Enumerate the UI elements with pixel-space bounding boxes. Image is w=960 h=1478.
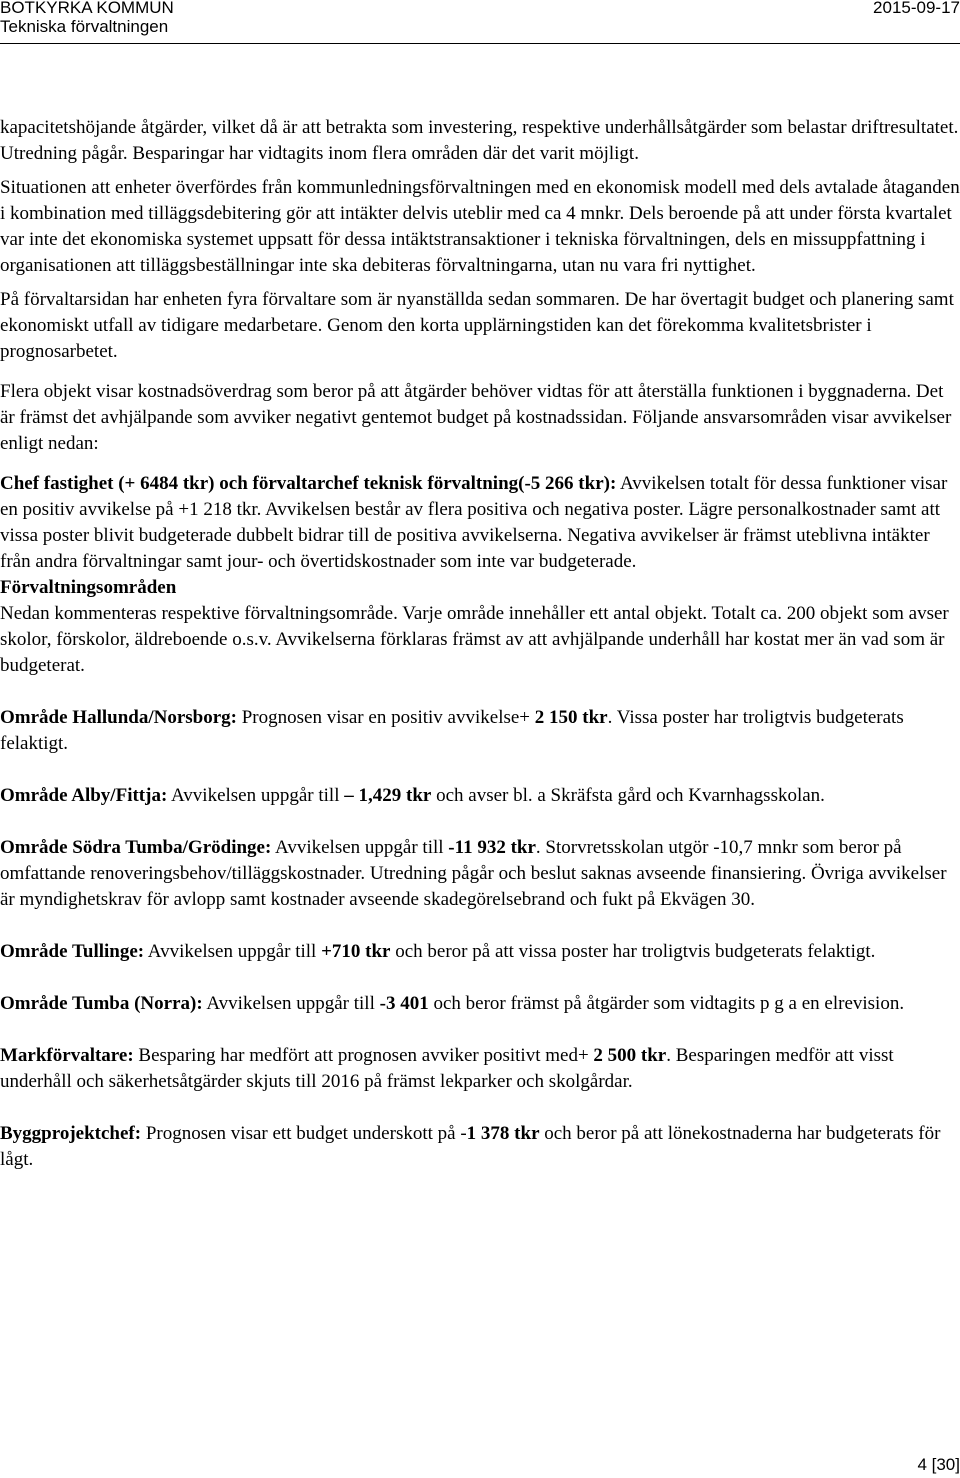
heading-forvaltningsomraden: Förvaltningsområden: [0, 577, 177, 598]
paragraph-forvaltare: På förvaltarsidan har enheten fyra förvaltare som är nyanställda sedan sommaren. De har övertagit budget och planering samt ekonomiskt utfall av tidigare medarbetare. Genom den korta upplärningstiden kan det förekomma kvalitetsbrister i prognosarbetet.: [0, 289, 954, 362]
paragraph-intro: kapacitetshöjande åtgärder, vilket då är att betrakta som investering, respektive underhållsåtgärder som belastar driftresultatet. Utredning pågår. Besparingar har vidtagits inom flera områden där det varit möjligt.: [0, 117, 959, 164]
mark-label: Markförvaltare:: [0, 1045, 134, 1066]
tullinge-value: +710 tkr: [321, 941, 391, 962]
paragraph-chef-fastighet: [0, 471, 960, 575]
mark-value: 2 500 tkr: [593, 1045, 667, 1066]
section-markforvaltare: Markförvaltare: Besparing har medfört att prognosen avviker positivt med+ 2 500 tkr. Besparingen medför att visst underhåll och säkerhetsåtgärder skjuts till 2016 på främst lekparker och skolgårdar.: [0, 1045, 894, 1092]
department-name: Tekniska förvaltningen: [0, 17, 169, 36]
section-sodra-tumba: Område Södra Tumba/Grödinge: Avvikelsen uppgår till -11 932 tkr. Storvretsskolan utgör -10,7 mnkr som beror på omfattande renoveringsbehov/tilläggskostnader. Utredning pågår och beslut saknas avseende finansiering. Övriga avvikelser är myndighetskrav för avlopp samt kostnader avseende skadegörelsebrand och fukt på Ekvägen 30.: [0, 837, 947, 910]
section-byggprojektchef: Byggprojektchef: Prognosen visar ett budget underskott på -1 378 tkr och beror på att lönekostnaderna har budgeterats för lågt.: [0, 1123, 941, 1170]
bygg-value: 1 378 tkr: [466, 1123, 540, 1144]
page-number: 4 [30]: [917, 1455, 960, 1474]
paragraph-forvaltningsomraden: Nedan kommenteras respektive förvaltningsområde. Varje område innehåller ett antal objekt. Totalt ca. 200 objekt som avser skolor, förskolor, äldreboende o.s.v. Avvikelserna förklaras främst av att avhjälpande underhåll har kostat mer än vad som är budgeterat.: [0, 603, 949, 676]
org-name: BOTKYRKA KOMMUN: [0, 0, 174, 17]
tullinge-label: Område Tullinge:: [0, 941, 145, 962]
section-hallunda: Område Hallunda/Norsborg: Prognosen visar en positiv avvikelse+ 2 150 tkr. Vissa poster har troligtvis budgeterats felaktigt.: [0, 707, 904, 754]
chef-fastighet-text: Avvikelsen totalt för dessa funktioner visar en positiv avvikelse på +1 218 tkr. Avvikelsen består av flera positiva och negativa poster. Lägre personalkostnader samt att vissa poster blivit budgeterade dubbelt bidrar till de positiva avvikelserna. Negativa avvikelser är främst uteblivna intäkter från andra förvaltningar samt jour- och övertidskostnader som inte var budgeterade.: [0, 473, 948, 572]
header-rule: [0, 43, 960, 44]
sodra-label: Område Södra Tumba/Grödinge:: [0, 837, 272, 858]
document-body: [0, 115, 960, 1173]
chef-fastighet-label: Chef fastighet (+ 6484 tkr) och förvaltarchef teknisk förvaltning(-5 266 tkr):: [0, 473, 617, 494]
hallunda-label: Område Hallunda/Norsborg:: [0, 707, 237, 728]
section-tumba-norra: Område Tumba (Norra): Avvikelsen uppgår till -3 401 och beror främst på åtgärder som vidtagits p g a en elrevision.: [0, 993, 905, 1014]
sodra-value: -11 932 tkr: [448, 837, 536, 858]
paragraph-situation: Situationen att enheter överfördes från kommunledningsförvaltningen med en ekonomisk modell med dels avtalade åtaganden i kombination med tilläggsdebitering gör att intäkter delvis uteblir med ca 4 mnkr. Dels beroende på att under första kvartalet var inte det ekonomiska systemet uppsatt för dessa intäktstransaktioner i tekniska förvaltningen, dels en missuppfattning i organisationen att tilläggsbeställningar inte ska debiteras förvaltningarna, utan nu vara fri nyttighet.: [0, 177, 960, 276]
section-alby: Område Alby/Fittja: Avvikelsen uppgår till – 1,429 tkr och avser bl. a Skräfsta gård och Kvarnhagsskolan.: [0, 785, 825, 806]
document-date: 2015-09-17: [873, 0, 960, 17]
tumba-value: -3 401: [379, 993, 429, 1014]
alby-label: Område Alby/Fittja:: [0, 785, 168, 806]
hallunda-value: 2 150 tkr: [534, 707, 608, 728]
bygg-label: Byggprojektchef:: [0, 1123, 142, 1144]
paragraph-kostnadsoverdrag: Flera objekt visar kostnadsöverdrag som beror på att åtgärder behöver vidtas för att återställa funktionen i byggnaderna. Det är främst det avhjälpande som avviker negativt gentemot budget på kostnadssidan. Följande ansvarsområden visar avvikelser enligt nedan:: [0, 381, 952, 454]
tumba-label: Område Tumba (Norra):: [0, 993, 203, 1014]
alby-value: – 1,429 tkr: [344, 785, 432, 806]
section-tullinge: Område Tullinge: Avvikelsen uppgår till +710 tkr och beror på att vissa poster har troligtvis budgeterats felaktigt.: [0, 941, 876, 962]
